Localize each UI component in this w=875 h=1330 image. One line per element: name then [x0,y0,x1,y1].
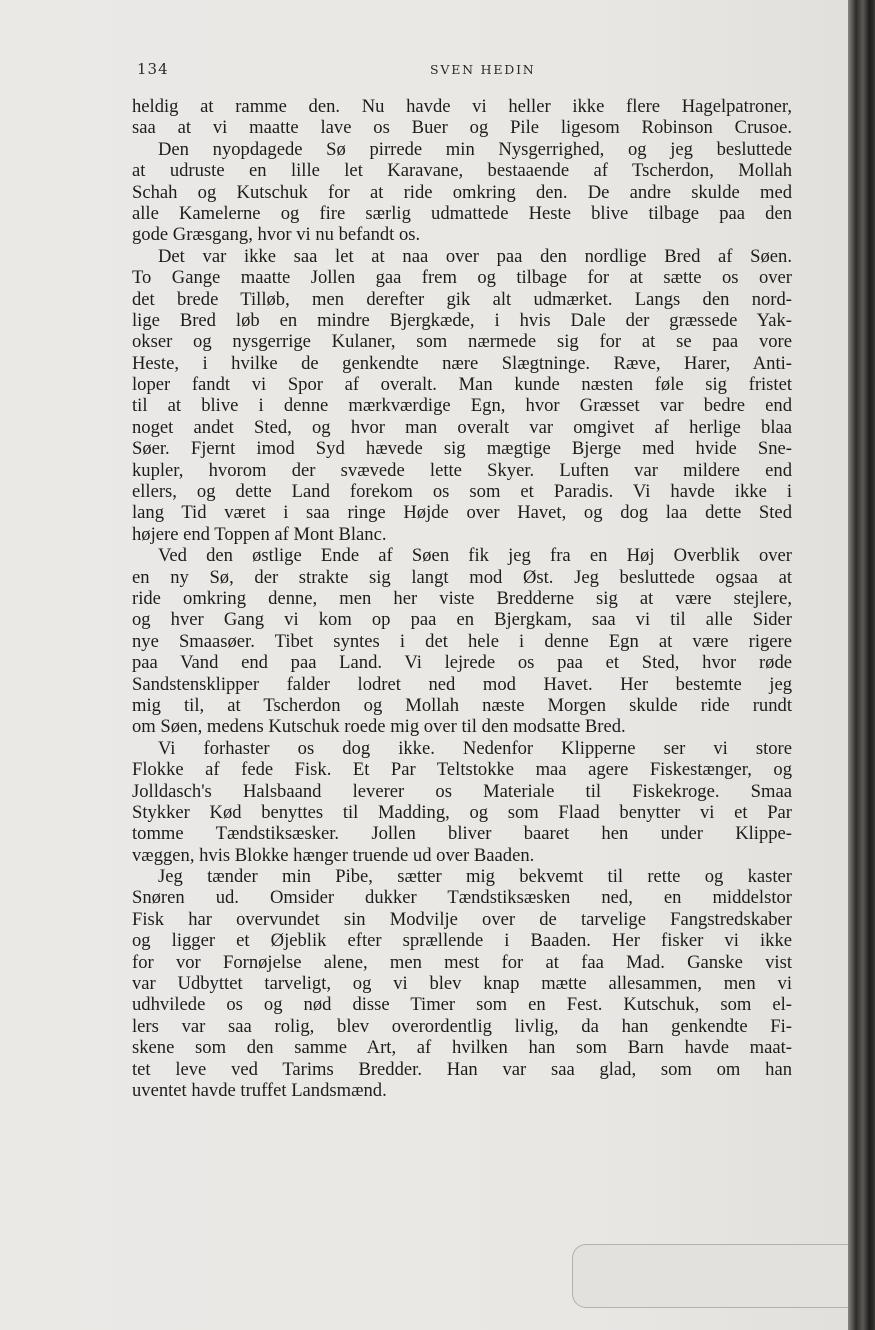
text-line: Flokke af fede Fisk. Et Par Teltstokke maa agere Fiskestænger, og [132,759,792,781]
text-line: okser og nysgerrige Kulaner, som nærmede sig for at se paa vore [132,331,792,353]
text-line: om Søen, medens Kutschuk roede mig over til den modsatte Bred. [132,716,626,738]
text-line: Snøren ud. Omsider dukker Tændstiksæsken ned, en middelstor [132,887,792,909]
text-line: saa at vi maatte lave os Buer og Pile ligesom Robinson Crusoe. [132,117,792,139]
text-line: Vi forhaster os dog ikke. Nedenfor Klipperne ser vi store [158,737,792,759]
text-line: at udruste en lille let Karavane, bestaaende af Tscherdon, Mollah [132,160,792,182]
text-line: Heste, i hvilke de genkendte nære Slægtninge. Ræve, Harer, Anti- [132,352,792,374]
text-line: udhvilede os og nød disse Timer som en Fest. Kutschuk, som el- [132,994,792,1016]
text-line: skene som den samme Art, af hvilken han som Barn havde maat- [132,1037,792,1059]
text-line: tet leve ved Tarims Bredder. Han var saa glad, som om han [132,1058,792,1080]
text-line: lers var saa rolig, blev overordentlig livlig, da han genkendte Fi- [132,1015,792,1037]
text-line: højere end Toppen af Mont Blanc. [132,523,387,545]
text-line: To Gange maatte Jollen gaa frem og tilbage for at sætte os over [132,267,792,289]
text-line: Det var ikke saa let at naa over paa den nordlige Bred af Søen. [158,245,792,267]
text-line: Den nyopdagede Sø pirrede min Nysgerrighed, og jeg besluttede [158,138,792,160]
text-line: og hver Gang vi kom op paa en Bjergkam, saa vi til alle Sider [132,609,792,631]
book-binding-edge [848,0,875,1330]
text-line: alle Kamelerne og fire særlig udmattede Heste blive tilbage paa den [132,202,792,224]
text-line: det brede Tilløb, men derefter gik alt udmærket. Langs den nord- [132,288,792,310]
text-line: lang Tid været i saa ringe Højde over Havet, og dog laa dette Sted [132,502,792,524]
text-line: Schah og Kutschuk for at ride omkring den. De andre skulde med [132,181,792,203]
paper-clip-mark [572,1244,849,1308]
text-line: kupler, hvorom der svævede lette Skyer. Luften var mildere end [132,459,792,481]
text-line: Jolldasch's Halsbaand leverer os Materiale til Fiskekroge. Smaa [132,780,792,802]
text-line: væggen, hvis Blokke hænger truende ud over Baaden. [132,844,535,866]
text-line: uventet havde truffet Landsmænd. [132,1079,387,1101]
text-line: Ved den østlige Ende af Søen fik jeg fra en Høj Overblik over [158,545,792,567]
text-line: Stykker Kød benyttes til Madding, og som Flaad benytter vi et Par [132,801,792,823]
text-line: noget andet Sted, og hvor man overalt var omgivet af herlige blaa [132,416,792,438]
text-line: Jeg tænder min Pibe, sætter mig bekvemt til rette og kaster [158,866,792,888]
text-line: gode Græsgang, hvor vi nu befandt os. [132,224,421,246]
text-line: Fisk har overvundet sin Modvilje over de tarvelige Fangstredskaber [132,908,792,930]
text-line: ride omkring denne, men her viste Bredderne sig at være stejlere, [132,587,792,609]
running-head: SVEN HEDIN [430,62,536,77]
text-line: var Udbyttet tarveligt, og vi blev knap mætte allesammen, men vi [132,973,792,995]
text-line: Søer. Fjernt imod Syd hævede sig mægtige Bjerge med hvide Sne- [132,438,792,460]
text-line: og ligger et Øjeblik efter sprællende i Baaden. Her fisker vi ikke [132,930,792,952]
text-line: heldig at ramme den. Nu havde vi heller ikke flere Hagelpatroner, [132,96,792,117]
text-line: til at blive i denne mærkværdige Egn, hvor Græsset var bedre end [132,395,792,417]
text-line: lige Bred løb en mindre Bjergkæde, i hvis Dale der græssede Yak- [132,309,792,331]
text-line: tomme Tændstiksæsker. Jollen bliver baaret hen under Klippe- [132,823,792,845]
text-line: for vor Fornøjelse alene, men mest for at faa Mad. Ganske vist [132,951,792,973]
text-line: mig til, at Tscherdon og Mollah næste Morgen skulde ride rundt [132,694,792,716]
text-line: ellers, og dette Land forekom os som et Paradis. Vi havde ikke i [132,481,792,503]
text-line: Sandstensklipper falder lodret ned mod Havet. Her bestemte jeg [132,673,792,695]
text-line: paa Vand end paa Land. Vi lejrede os paa et Sted, hvor røde [132,652,792,674]
text-line: nye Smaasøer. Tibet syntes i det hele i denne Egn at være rigere [132,630,792,652]
text-line: loper fandt vi Spor af overalt. Man kunde næsten føle sig fristet [132,374,792,396]
body-text [132,96,792,1101]
text-line: en ny Sø, der strakte sig langt mod Øst. Jeg besluttede ogsaa at [132,566,792,588]
page-number: 134 [137,60,169,78]
